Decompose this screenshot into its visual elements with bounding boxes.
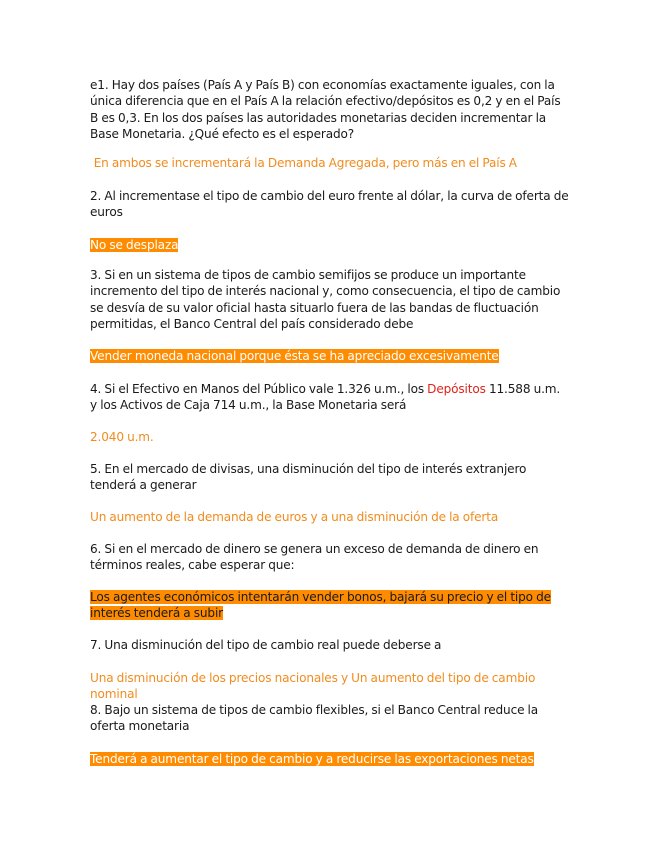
answer-6-text: Los agentes económicos intentarán vender bonos, bajará su precio y el tipo de interés tenderá a subir xyxy=(90,590,551,621)
question-4 xyxy=(90,381,570,414)
question-4-before: 4. Si el Efectivo en Manos del Público vale 1.326 u.m., los xyxy=(90,382,428,396)
answer-5 xyxy=(90,509,570,525)
question-5: 5. En el mercado de divisas, una disminución del tipo de interés extranjero tenderá a generar xyxy=(90,462,527,493)
answer-1 xyxy=(90,155,570,171)
answer-8-text: Tenderá a aumentar el tipo de cambio y a reducirse las exportaciones netas xyxy=(90,752,534,766)
answer-7-text: Una disminución de los precios nacionales y Un aumento del tipo de cambio nominal xyxy=(90,671,536,702)
question-3: 3. Si en un sistema de tipos de cambio semifijos se produce un importante incremento del tipo de interés nacional y, como consecuencia, el tipo de cambio se desvía de su valor oficial hasta situarlo fuera de las bandas de fluctuación permitidas, el Banco Central del país considerado debe xyxy=(90,268,561,332)
answer-5-text: Un aumento de la demanda de euros y a una disminución de la oferta xyxy=(90,510,499,524)
question-1: e1. Hay dos países (País A y País B) con economías exactamente iguales, con la única diferencia que en el País A la relación efectivo/depósitos es 0,2 y en el País B es 0,3. En los dos países las autoridades monetarias deciden incrementar la Base Monetaria. ¿Qué efecto es el esperado? xyxy=(90,78,561,142)
question-2: 2. Al incrementase el tipo de cambio del euro frente al dólar, la curva de oferta de euros xyxy=(90,189,569,220)
question-6: 6. Si en el mercado de dinero se genera un exceso de demanda de dinero en términos reales, cabe esperar que: xyxy=(90,542,539,573)
answer-7 xyxy=(90,670,570,703)
question-8: 8. Bajo un sistema de tipos de cambio flexibles, si el Banco Central reduce la oferta monetaria xyxy=(90,703,539,734)
question-4-highlight: Depósitos xyxy=(427,382,486,396)
answer-6 xyxy=(90,589,570,622)
answer-4-text: 2.040 u.m. xyxy=(90,430,154,444)
answer-8 xyxy=(90,751,570,767)
answer-2 xyxy=(90,237,570,253)
answer-2-text: No se desplaza xyxy=(90,238,179,252)
answer-1-text: En ambos se incrementará la Demanda Agregada, pero más en el País A xyxy=(90,156,517,170)
answer-3-text: Vender moneda nacional porque ésta se ha apreciado excesivamente xyxy=(90,349,499,363)
answer-3 xyxy=(90,348,570,364)
answer-4 xyxy=(90,429,570,445)
question-7: 7. Una disminución del tipo de cambio real puede deberse a xyxy=(90,638,442,652)
question-4-after: 11.588 u.m. y los Activos de Caja 714 u.m., la Base Monetaria será xyxy=(90,382,561,413)
